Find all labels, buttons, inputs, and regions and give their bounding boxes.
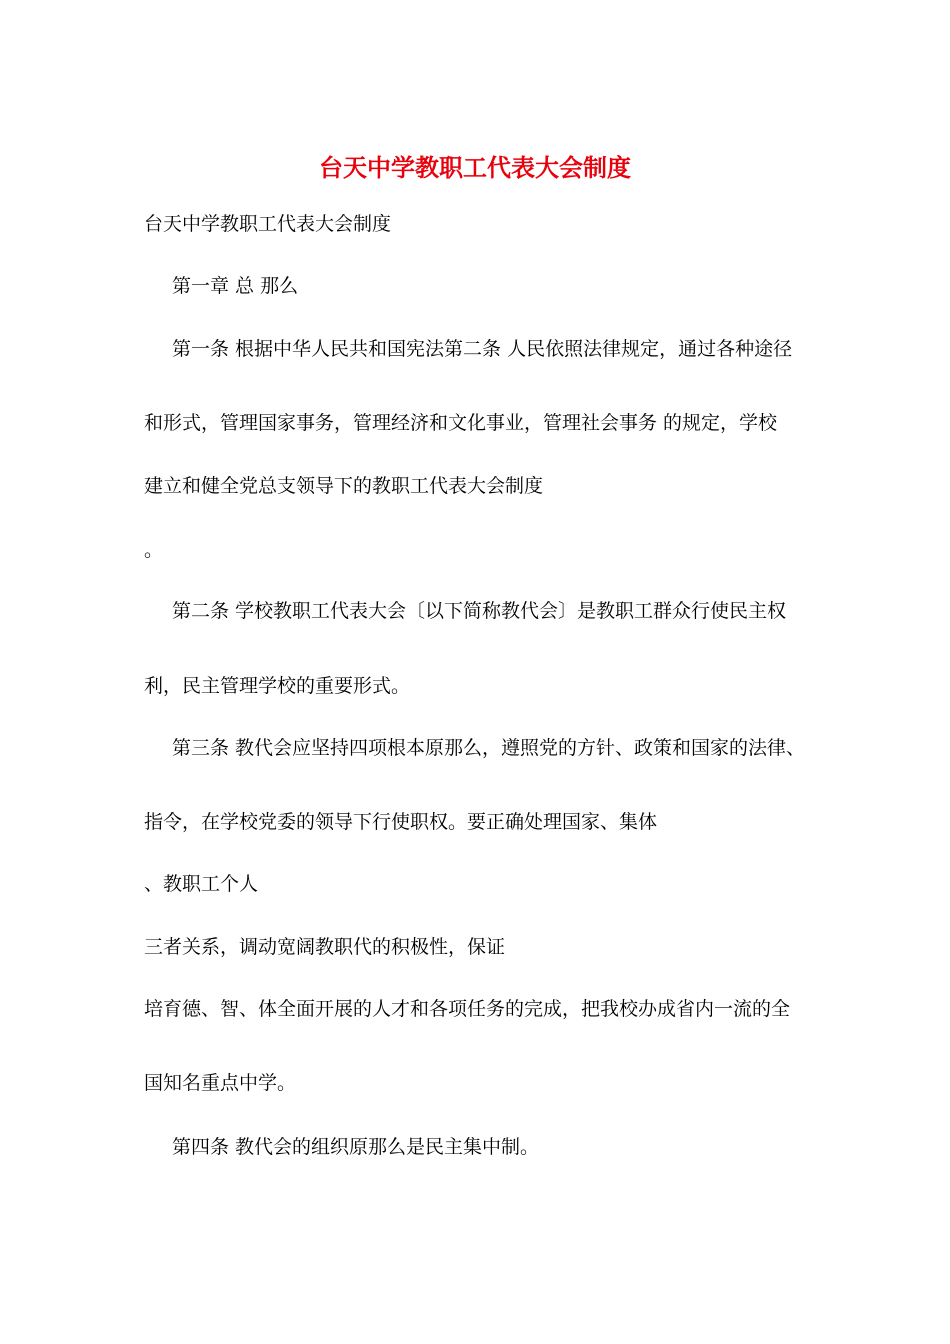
- article-3-line-6: 国知名重点中学。: [144, 1072, 297, 1094]
- article-1-line-3: 建立和健全党总支领导下的教职工代表大会制度: [144, 475, 544, 497]
- article-3-line-3: 、教职工个人: [144, 873, 259, 895]
- article-1-line-1: 第一条 根据中华人民共和国宪法第二条 人民依照法律规定，通过各种途径: [172, 338, 793, 360]
- chapter-heading: 第一章 总 那么: [172, 275, 299, 297]
- document-title: 台天中学教职工代表大会制度: [319, 153, 631, 182]
- article-1-line-4: 。: [144, 539, 164, 561]
- article-3-line-4: 三者关系，调动宽阔教职代的积极性，保证: [144, 936, 506, 958]
- article-2-line-2: 利，民主管理学校的重要形式。: [144, 675, 411, 697]
- article-3-line-2: 指令，在学校党委的领导下行使职权。要正确处理国家、集体: [144, 811, 658, 833]
- subtitle-line: 台天中学教职工代表大会制度: [144, 213, 392, 235]
- article-4-line-1: 第四条 教代会的组织原那么是民主集中制。: [172, 1136, 540, 1158]
- article-2-line-1: 第二条 学校教职工代表大会〔以下简称教代会〕是教职工群众行使民主权: [172, 600, 787, 622]
- article-3-line-5: 培育德、智、体全面开展的人才和各项任务的完成，把我校办成省内一流的全: [144, 998, 791, 1020]
- article-1-line-2: 和形式，管理国家事务，管理经济和文化事业，管理社会事务 的规定，学校: [144, 412, 778, 434]
- article-3-line-1: 第三条 教代会应坚持四项根本原那么，遵照党的方针、政策和国家的法律、: [172, 737, 806, 759]
